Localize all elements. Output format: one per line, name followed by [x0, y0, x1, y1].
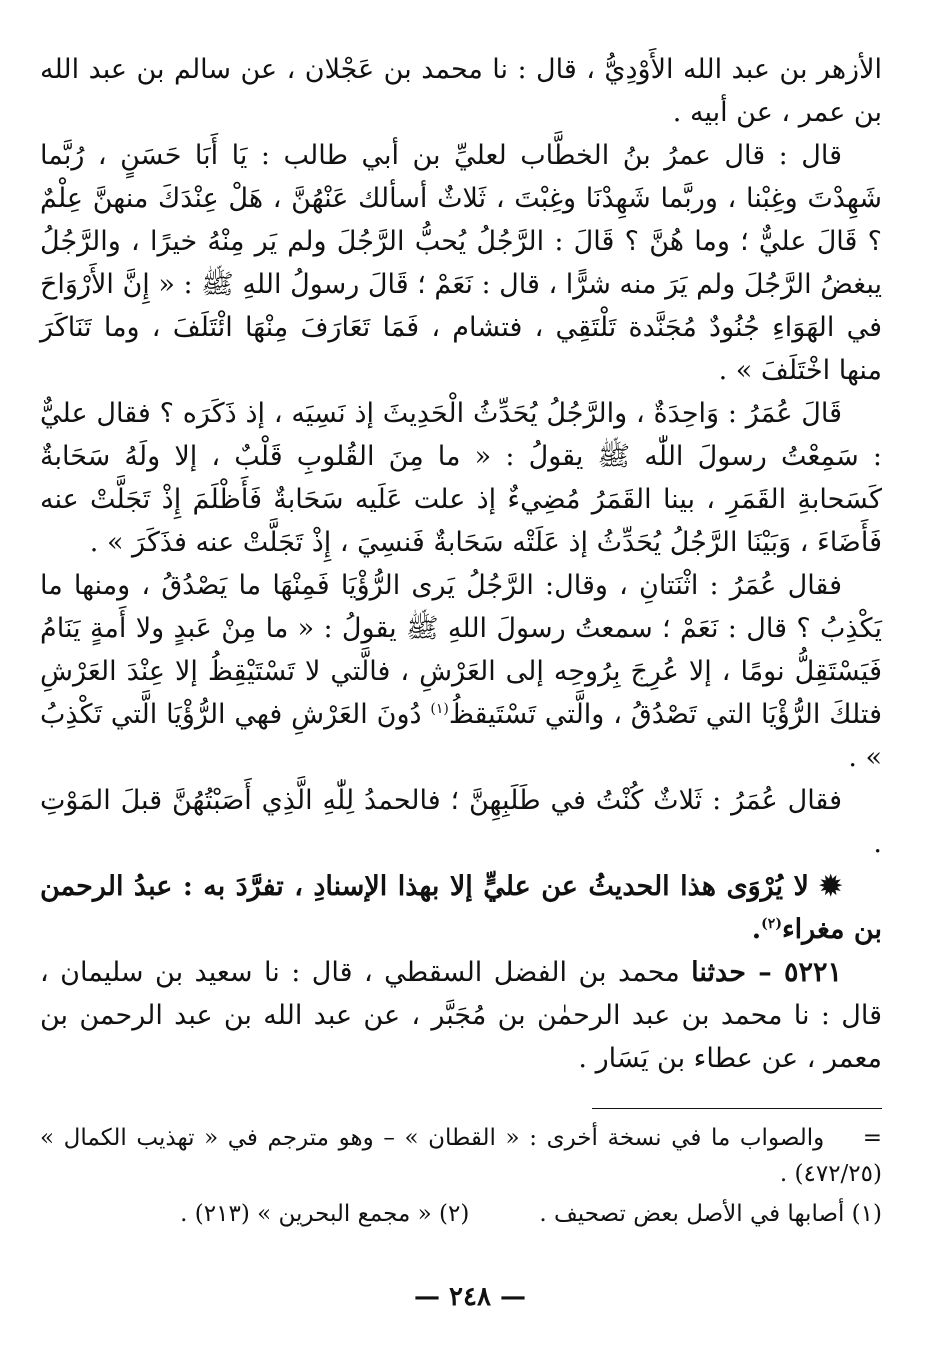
paragraph-first-answer: قَالَ عُمَرُ : وَاحِدَةٌ ، والرَّجُلُ يُحَدِّثُ الْحَدِيثَ إذ نَسِيَه ، إذ ذَكَرَه ؟ فقال عليٌّ : سَمِعْتُ رسولَ اللّٰه ﷺ يقولُ : « ما مِنَ القُلوبِ قَلْبٌ ، إلا ولَهُ سَحَابةٌ كَسَحابةِ القَمَرِ ، بينا القَمَرُ مُضِيءٌ إذ علت عَلَيه سَحَابةٌ فَأَظْلَمَ إِذْ تَجَلَّتْ عنه فَأَضَاءَ ، وَبَيْنَا الرَّجُلُ يُحَدِّثُ إذ عَلَتْه سَحَابةٌ فَنسِيَ ، إِذْ تَجَلَّتْ عنه فذَكَرَ » .	[40, 398, 882, 558]
footnote-2: (٢) « مجمع البحرين » (٢١٣) .	[180, 1201, 470, 1227]
continuation-marker: =	[862, 1125, 882, 1151]
footnote-ref-2: (٢)	[761, 916, 782, 932]
page-number: — ٢٤٨ —	[413, 1282, 527, 1312]
paragraph-isnad-continuation: الأزهر بن عبد الله الأَوْدِيُّ ، قال : نا محمد بن عَجْلان ، عن سالم بن عبد الله بن عمر ، عن أبيه .	[40, 54, 882, 128]
paragraph-closing: فقال عُمَرُ : ثَلاثٌ كُنْتُ في طَلَبِهِنَّ ؛ فالحمدُ لِلّٰهِ الَّذِي أَصَبْتُهُنَّ قبلَ المَوْتِ .	[40, 785, 882, 859]
footnote-divider	[592, 1108, 882, 1109]
commentary-note-end: .	[751, 914, 762, 945]
hadith-entry-text: محمد بن الفضل السقطي ، قال : نا سعيد بن سليمان ، قال : نا محمد بن عبد الرحمٰن بن مُجَبَّر ، عن عبد الله بن عبد الرحمن بن معمر ، عن عطاء بن يَسَار .	[40, 957, 882, 1074]
paragraph-second-answer-tail: دُونَ العَرْشِ فهي الرُّؤْيَا الَّتي تَكْذِبُ » .	[40, 699, 882, 773]
footnote-continued	[40, 1120, 882, 1192]
paragraph-second-answer	[40, 564, 882, 779]
paragraph-hadith-intro: قال : قال عمرُ بنُ الخطَّاب لعليِّ بن أبي طالب : يَا أَبَا حَسَنٍ ، رُبَّما شَهِدْتَ وغِبْنا ، وربَّما شَهِدْنَا وغِبْتَ ، ثَلاثٌ أسألك عَنْهُنَّ ، هَلْ عِنْدَكَ منهنَّ عِلْمٌ ؟ قَالَ عليٌّ ؛ وما هُنَّ ؟ قَالَ : الرَّجُلُ يُحبُّ الرَّجُلَ ولم يَر مِنْهُ خيرًا ، والرَّجُلُ يبغضُ الرَّجُلَ ولم يَرَ منه شرًّا ، قال : نَعَمْ ؛ قَالَ رسولُ اللهِ ﷺ : « إِنَّ الأَرْوَاحَ في الهَوَاءِ جُنُودٌ مُجَنَّدة تَلْتَقِي ، فتشام ، فَمَا تَعَارَفَ مِنْهَا ائْتَلَفَ ، وما تَنَاكَرَ منها اخْتَلَفَ » .	[39, 140, 882, 386]
footnote-row	[40, 1196, 882, 1232]
paragraph-second-answer-text: فقال عُمَرُ : اثْنَتانِ ، وقال: الرَّجُلُ يَرى الرُّؤْيَا فَمِنْهَا ما يَصْدُقُ ، ومنها ما يَكْذِبُ ؟ قال : نَعَمْ ؛ سمعتُ رسولَ اللهِ ﷺ يقولُ : « ما مِنْ عَبدٍ ولا أَمةٍ يَنَامُ فَيَسْتَقِلُّ نومًا ، إلا عُرِجَ بِرُوحِه إلى العَرْشِ ، فالَّتي لا تَسْتَيْقِظُ إلا عِنْدَ العَرْشِ فتلكَ الرُّؤْيَا التي تَصْدُقُ ، والَّتي تَسْتَيقظُ	[40, 570, 882, 730]
footnote-continued-text: والصواب ما في نسخة أخرى : « القطان » – وهو مترجم في « تهذيب الكمال » (٤٧٢/٢٥) .	[40, 1125, 882, 1187]
footnote-1: (١) أصابها في الأصل بعض تصحيف .	[539, 1201, 882, 1227]
footnotes-section	[40, 1120, 882, 1232]
hadith-number: ٥٢٢١ – حدثنا	[691, 957, 842, 988]
commentary-note-text: ✹ لا يُرْوَى هذا الحديثُ عن عليٍّ إلا بهذا الإسنادِ ، تفرَّدَ به : عبدُ الرحمن بن مغراء	[40, 871, 882, 945]
main-text	[40, 48, 882, 1080]
commentary-note	[40, 865, 882, 951]
footnote-ref-1: (١)	[430, 701, 449, 717]
hadith-entry-5221	[40, 951, 882, 1080]
